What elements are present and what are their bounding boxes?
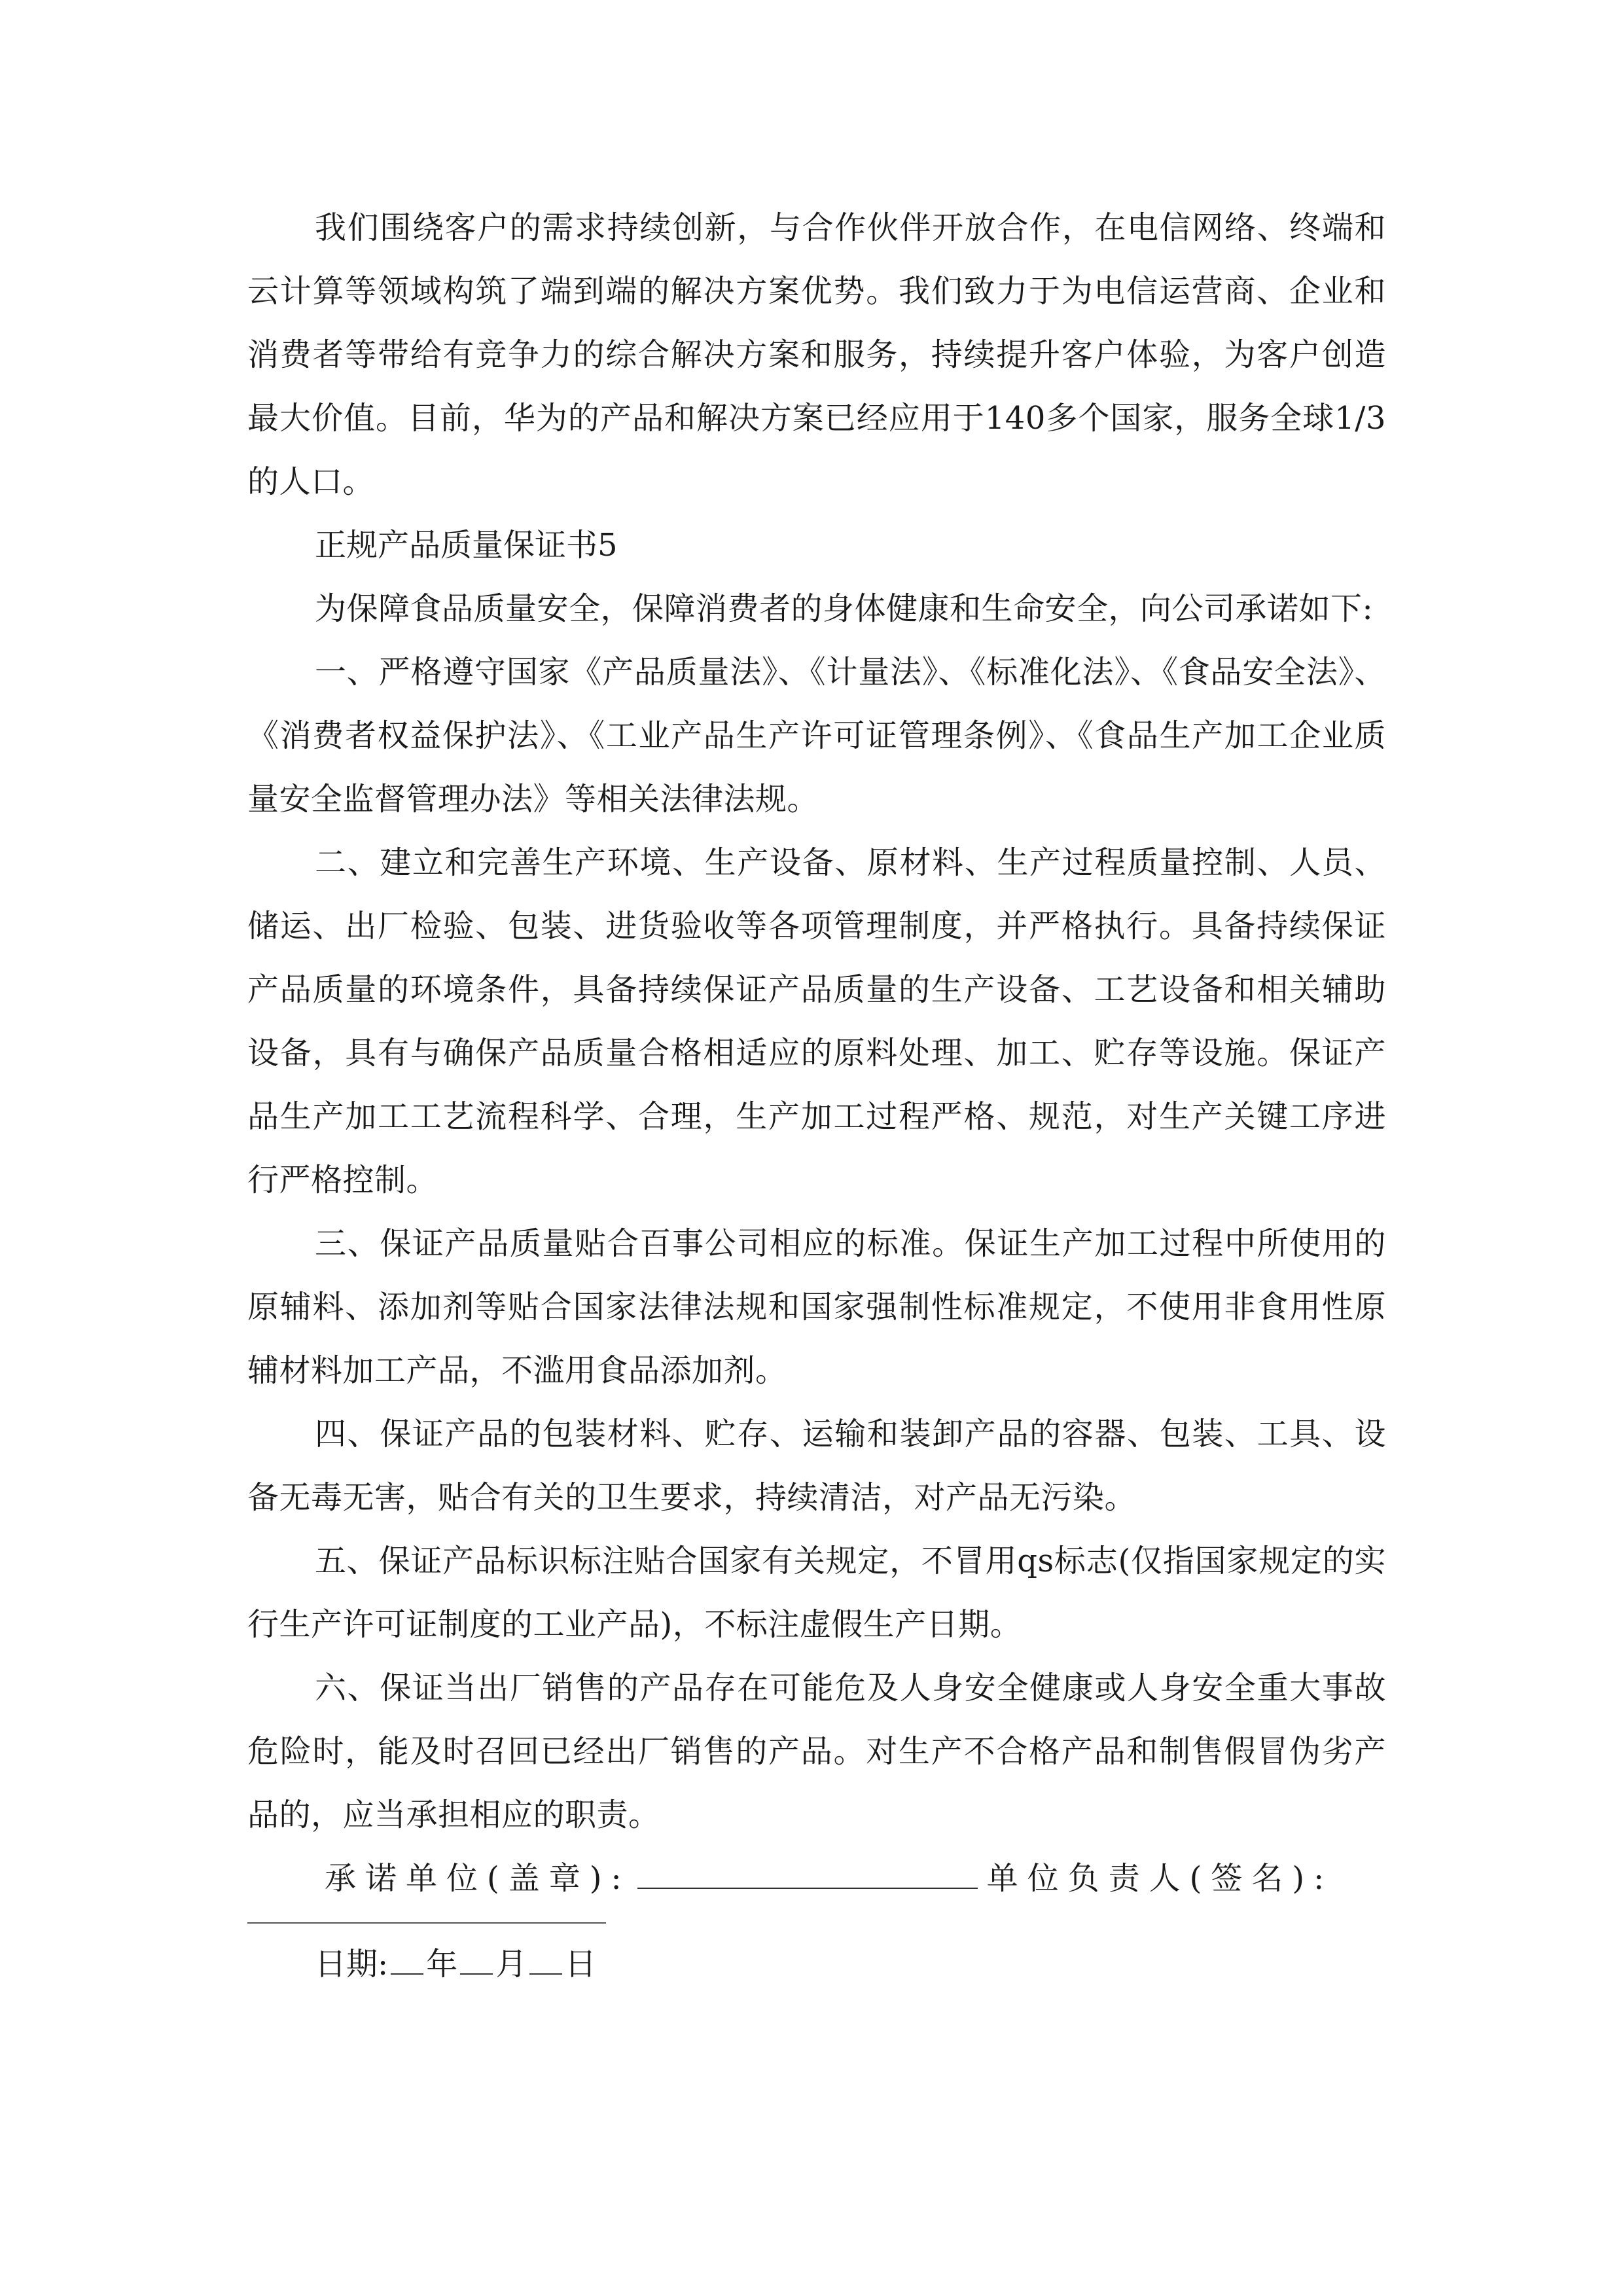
document-page bbox=[247, 196, 1386, 1996]
item-3: 三、保证产品质量贴合百事公司相应的标准。保证生产加工过程中所使用的原辅料、添加剂等贴合国家法律法规和国家强制性标准规定，不使用非食用性原辅材料加工产品，不滥用食品添加剂。 bbox=[247, 1225, 1386, 1389]
item-6: 六、保证当出厂销售的产品存在可能危及人身安全健康或人身安全重大事故危险时，能及时召回已经出厂销售的产品。对生产不合格产品和制售假冒伪劣产品的，应当承担相应的职责。 bbox=[247, 1670, 1386, 1833]
day-label: 日 bbox=[565, 1946, 597, 1982]
item-5: 五、保证产品标识标注贴合国家有关规定，不冒用qs标志(仅指国家规定的实行生产许可证制度的工业产品)，不标注虚假生产日期。 bbox=[247, 1543, 1386, 1643]
day-blank bbox=[529, 1945, 562, 1975]
signature-row bbox=[247, 1847, 1386, 1910]
item-2: 二、建立和完善生产环境、生产设备、原材料、生产过程质量控制、人员、储运、出厂检验、包装、进货验收等各项管理制度，并严格执行。具备持续保证产品质量的环境条件，具备持续保证产品质量的生产设备、工艺设备和相关辅助设备，具有与确保产品质量合格相适应的原料处理、加工、贮存等设施。保证产品生产加工工艺流程科学、合理，生产加工过程严格、规范，对生产关键工序进行严格控制。 bbox=[247, 844, 1386, 1198]
month-blank bbox=[460, 1945, 493, 1975]
signature-blank-line bbox=[247, 1922, 606, 1924]
intro-paragraph: 我们围绕客户的需求持续创新，与合作伙伴开放合作，在电信网络、终端和云计算等领域构筑了端到端的解决方案优势。我们致力于为电信运营商、企业和消费者等带给有竞争力的综合解决方案和服务，持续提升客户体验，为客户创造最大价值。目前，华为的产品和解决方案已经应用于140多个国家，服务全球1/3的人口。 bbox=[247, 209, 1386, 500]
unit-seal-blank bbox=[637, 1859, 978, 1889]
date-label: 日期: bbox=[315, 1946, 389, 1982]
date-row bbox=[247, 1933, 1386, 1996]
unit-seal-label: 承诺单位(盖章): bbox=[325, 1860, 631, 1897]
section-title: 正规产品质量保证书5 bbox=[315, 527, 618, 564]
lead-paragraph: 为保障食品质量安全，保障消费者的身体健康和生命安全，向公司承诺如下: bbox=[315, 590, 1374, 627]
item-4: 四、保证产品的包装材料、贮存、运输和装卸产品的容器、包装、工具、设备无毒无害，贴合有关的卫生要求，持续清洁，对产品无污染。 bbox=[247, 1416, 1386, 1516]
month-label: 月 bbox=[495, 1946, 527, 1982]
responsible-person-label: 单位负责人(签名): bbox=[986, 1860, 1334, 1897]
year-blank bbox=[391, 1945, 423, 1975]
item-1: 一、严格遵守国家《产品质量法》、《计量法》、《标准化法》、《食品安全法》、《消费者权益保护法》、《工业产品生产许可证管理条例》、《食品生产加工企业质量安全监督管理办法》等相关法律法规。 bbox=[247, 654, 1386, 817]
year-label: 年 bbox=[426, 1946, 458, 1982]
